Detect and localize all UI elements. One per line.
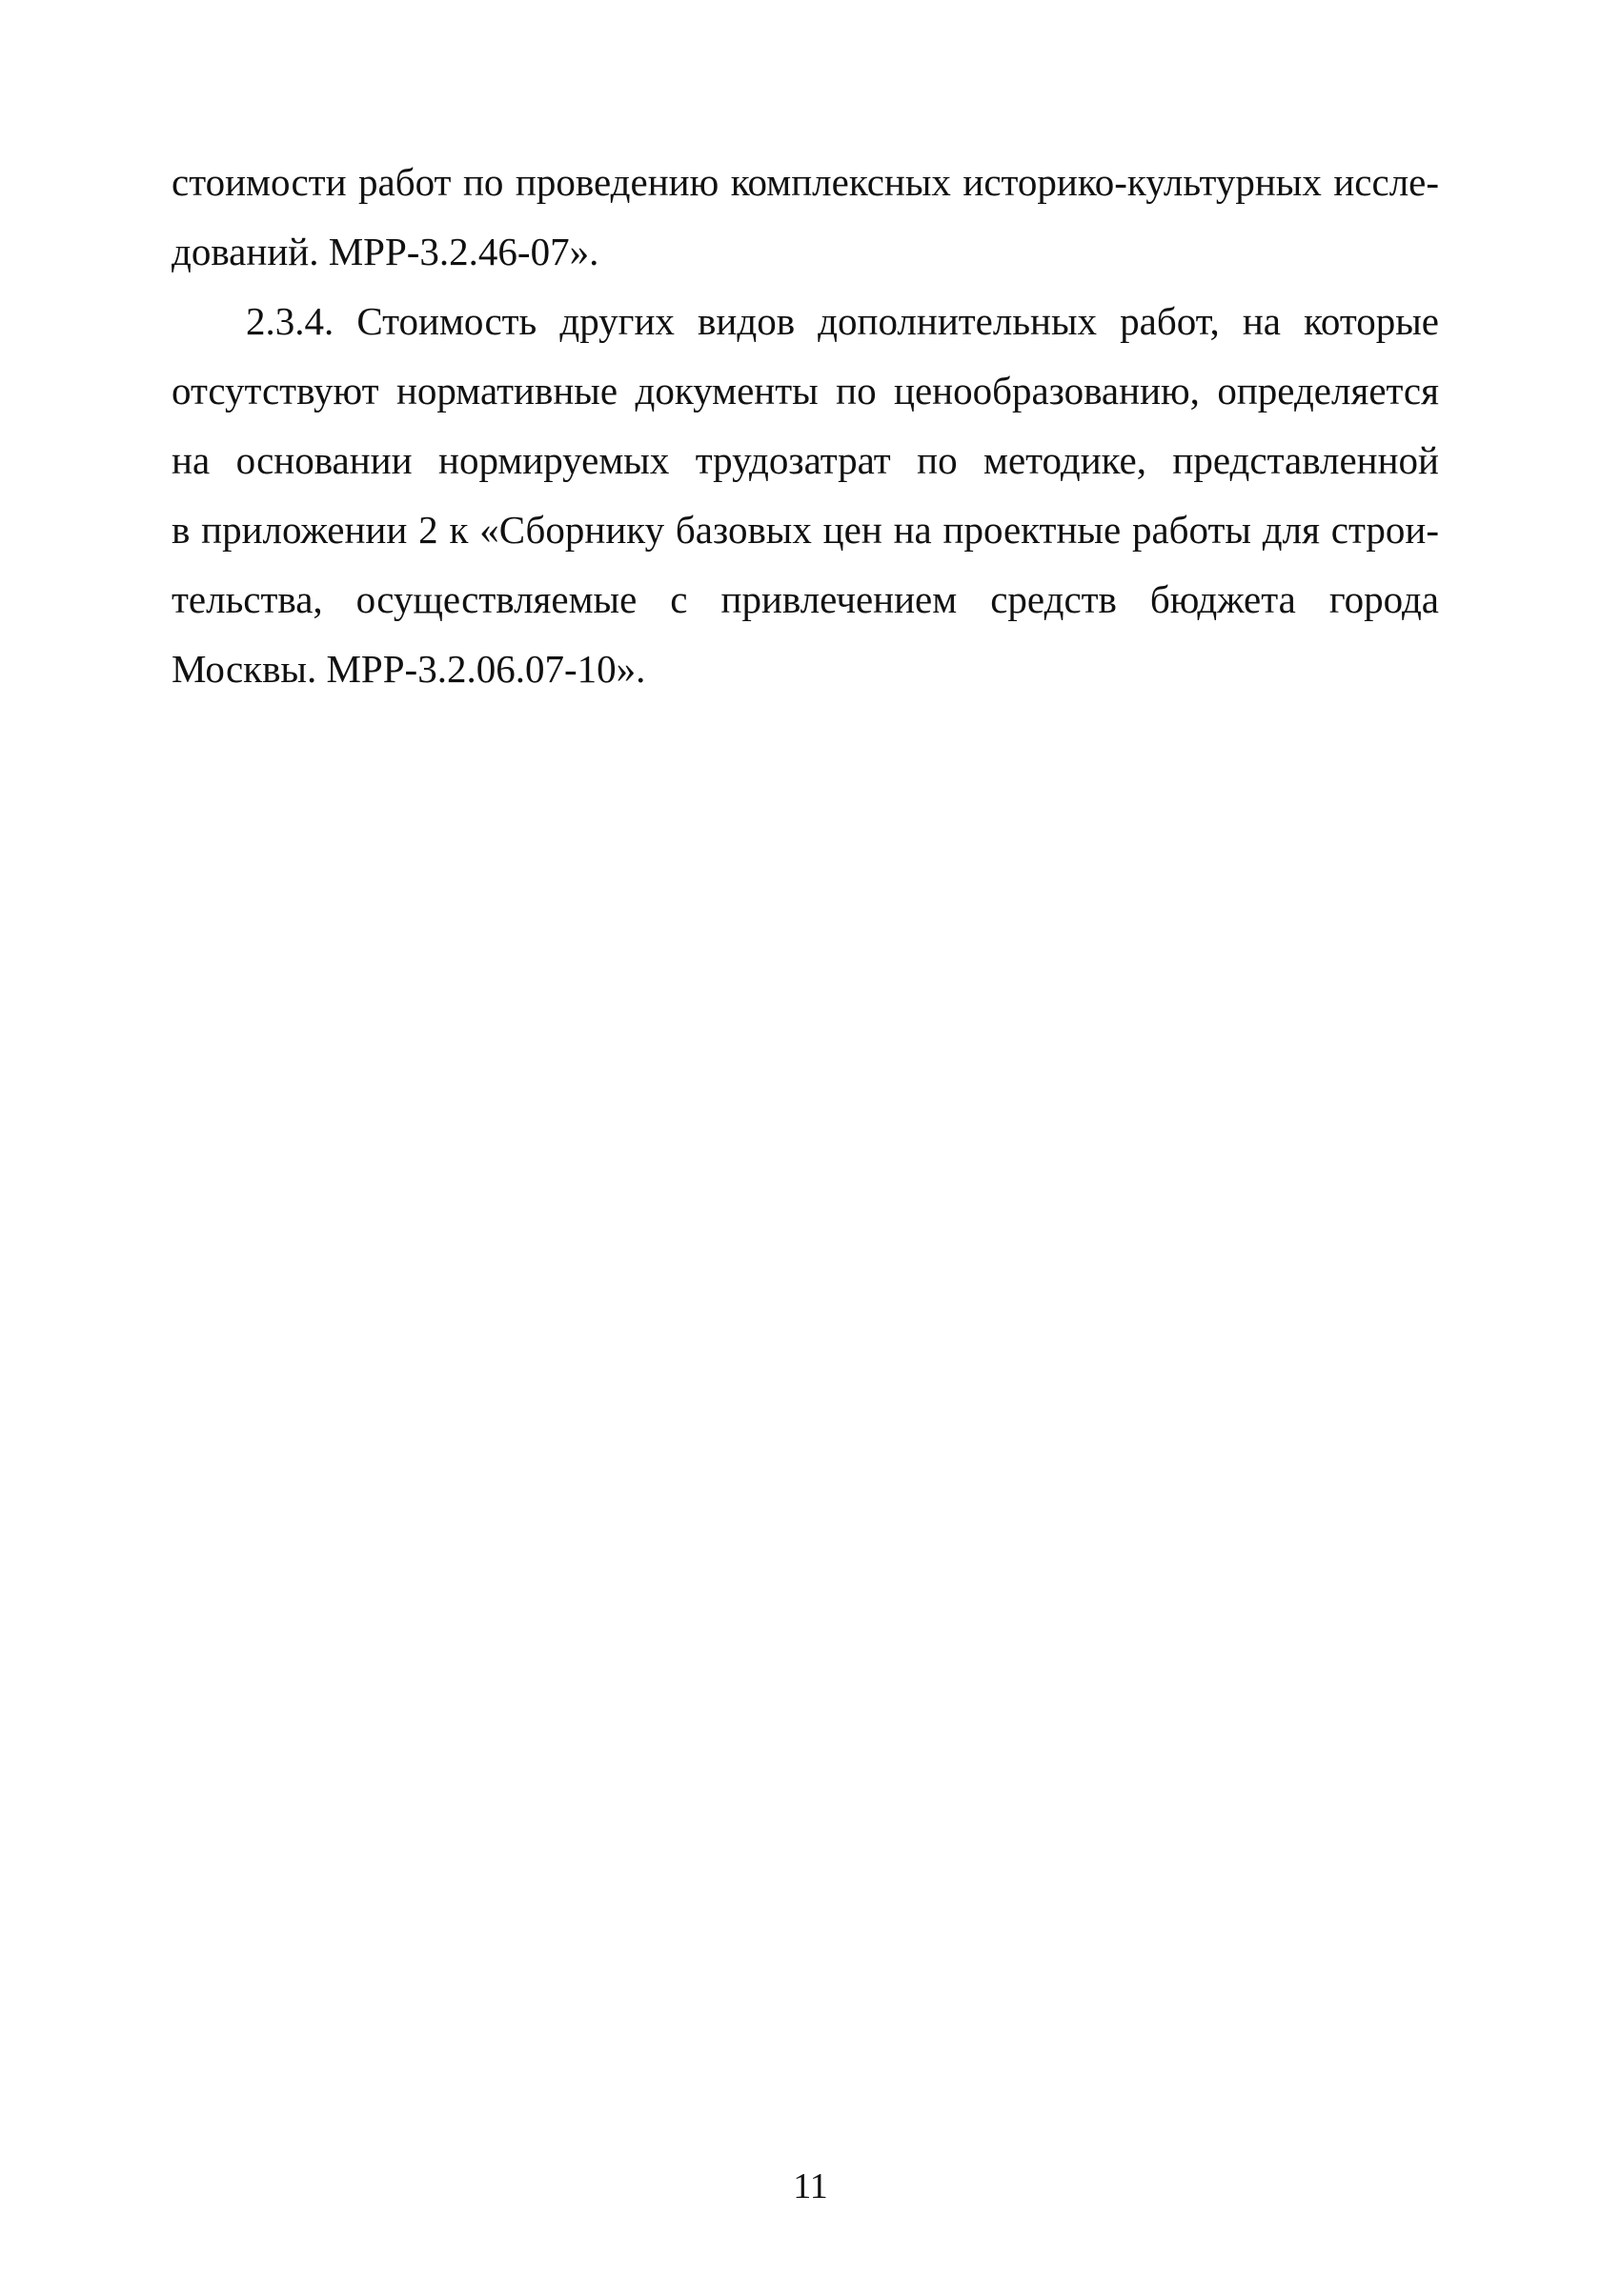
page-number: 11: [793, 2166, 828, 2206]
text-line: Москвы. МРР-3.2.06.07-10».: [172, 647, 646, 691]
text-line: на основании нормируемых трудозатрат по методике, представленной: [172, 438, 1439, 482]
text-line: стоимости работ по проведению комплексных историко-культурных иссле-: [172, 160, 1439, 204]
paragraph-first-line: 2.3.4. Стоимость других видов дополнительных работ, на которые: [246, 299, 1439, 343]
text-line: в приложении 2 к «Сборнику базовых цен на проектные работы для строи-: [172, 508, 1439, 552]
text-line: дований. МРР-3.2.46-07».: [172, 230, 599, 273]
document-body: [172, 148, 1439, 704]
text-line: тельства, осуществляемые с привлечением средств бюджета города: [172, 577, 1439, 621]
text-line: отсутствуют нормативные документы по ценообразованию, определяется: [172, 369, 1439, 413]
